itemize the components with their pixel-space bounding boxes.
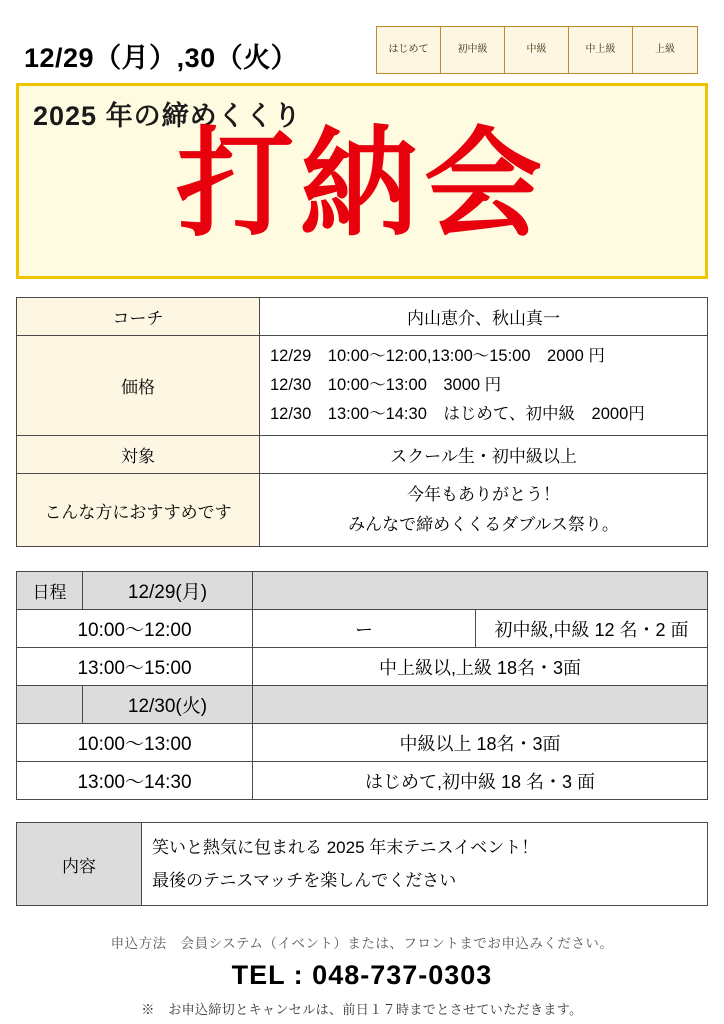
target-label: 対象 xyxy=(17,436,260,474)
schedule-header-label: 日程 xyxy=(17,572,83,610)
table-row xyxy=(17,610,708,648)
content-line: 笑いと熱気に包まれる 2025 年末テニスイベント！ xyxy=(152,838,539,857)
footer xyxy=(16,932,708,1018)
content-value xyxy=(142,823,708,906)
level-legend xyxy=(376,26,698,74)
page-title: 12/29（月）,30（火） xyxy=(24,43,299,73)
price-value xyxy=(260,336,708,436)
table-row-target xyxy=(17,436,708,474)
target-value: スクール生・初中級以上 xyxy=(260,436,708,474)
schedule-day-1-filler xyxy=(253,572,708,610)
table-row-price xyxy=(17,336,708,436)
schedule-day-2-filler xyxy=(253,686,708,724)
hero-banner xyxy=(16,83,708,279)
schedule-detail-3: 中級以上 18名・3面 xyxy=(253,724,708,762)
content-table xyxy=(16,822,708,906)
level-cell-advanced xyxy=(633,27,697,73)
level-label: 中級 xyxy=(526,44,547,55)
schedule-mid-1: ー xyxy=(253,610,476,648)
recommend-label: こんな方におすすめです xyxy=(17,474,260,547)
schedule-detail-1: 初中級,中級 12 名・2 面 xyxy=(476,610,708,648)
level-label: 初中級 xyxy=(457,44,488,55)
recommend-line: 今年もありがとう！ xyxy=(407,485,560,504)
price-line: 12/29 10:00〜12:00,13:00〜15:00 2000 円 xyxy=(270,347,605,365)
content-line: 最後のテニスマッチを楽しんでください xyxy=(152,871,457,890)
level-cell-lower-intermediate xyxy=(441,27,505,73)
schedule-day-2-spacer xyxy=(17,686,83,724)
level-label: 中上級 xyxy=(585,44,616,55)
level-cell-beginner xyxy=(377,27,441,73)
schedule-time-3: 10:00〜13:00 xyxy=(17,724,253,762)
recommend-line: みんなで締めくくるダブルス祭り。 xyxy=(348,515,619,534)
table-row-coach xyxy=(17,298,708,336)
table-row-content xyxy=(17,823,708,906)
schedule-day-1: 12/29(月) xyxy=(83,572,253,610)
price-label: 価格 xyxy=(17,336,260,436)
level-cell-upper-intermediate xyxy=(569,27,633,73)
schedule-day-2: 12/30(火) xyxy=(83,686,253,724)
telephone-number: TEL : 048-737-0303 xyxy=(231,960,493,990)
hero-title: 打納会 xyxy=(175,115,548,253)
level-label: はじめて xyxy=(388,44,429,55)
coach-value: 内山恵介、秋山真一 xyxy=(260,298,708,336)
content-label: 内容 xyxy=(17,823,142,906)
price-line: 12/30 13:00〜14:30 はじめて、初中級 2000円 xyxy=(270,405,645,423)
recommend-value xyxy=(260,474,708,547)
coach-label: コーチ xyxy=(17,298,260,336)
hero-subtitle: 2025 年の締めくくり xyxy=(33,101,302,131)
deadline-note: ※ お申込締切とキャンセルは、前日１７時までとさせていただきます。 xyxy=(141,1002,583,1017)
header-row xyxy=(16,0,708,75)
table-row-recommend xyxy=(17,474,708,547)
info-table xyxy=(16,297,708,547)
schedule-time-1: 10:00〜12:00 xyxy=(17,610,253,648)
schedule-time-4: 13:00〜14:30 xyxy=(17,762,253,800)
price-line: 12/30 10:00〜13:00 3000 円 xyxy=(270,376,502,394)
apply-instructions: 申込方法 会員システム（イベント）または、フロントまでお申込みください。 xyxy=(110,936,614,951)
level-label: 上級 xyxy=(655,44,675,55)
level-cell-intermediate xyxy=(505,27,569,73)
schedule-time-2: 13:00〜15:00 xyxy=(17,648,253,686)
table-row xyxy=(17,572,708,610)
table-row xyxy=(17,686,708,724)
schedule-detail-2: 中上級以,上級 18名・3面 xyxy=(253,648,708,686)
table-row xyxy=(17,724,708,762)
table-row xyxy=(17,762,708,800)
table-row xyxy=(17,648,708,686)
schedule-detail-4: はじめて,初中級 18 名・3 面 xyxy=(253,762,708,800)
schedule-table xyxy=(16,571,708,800)
